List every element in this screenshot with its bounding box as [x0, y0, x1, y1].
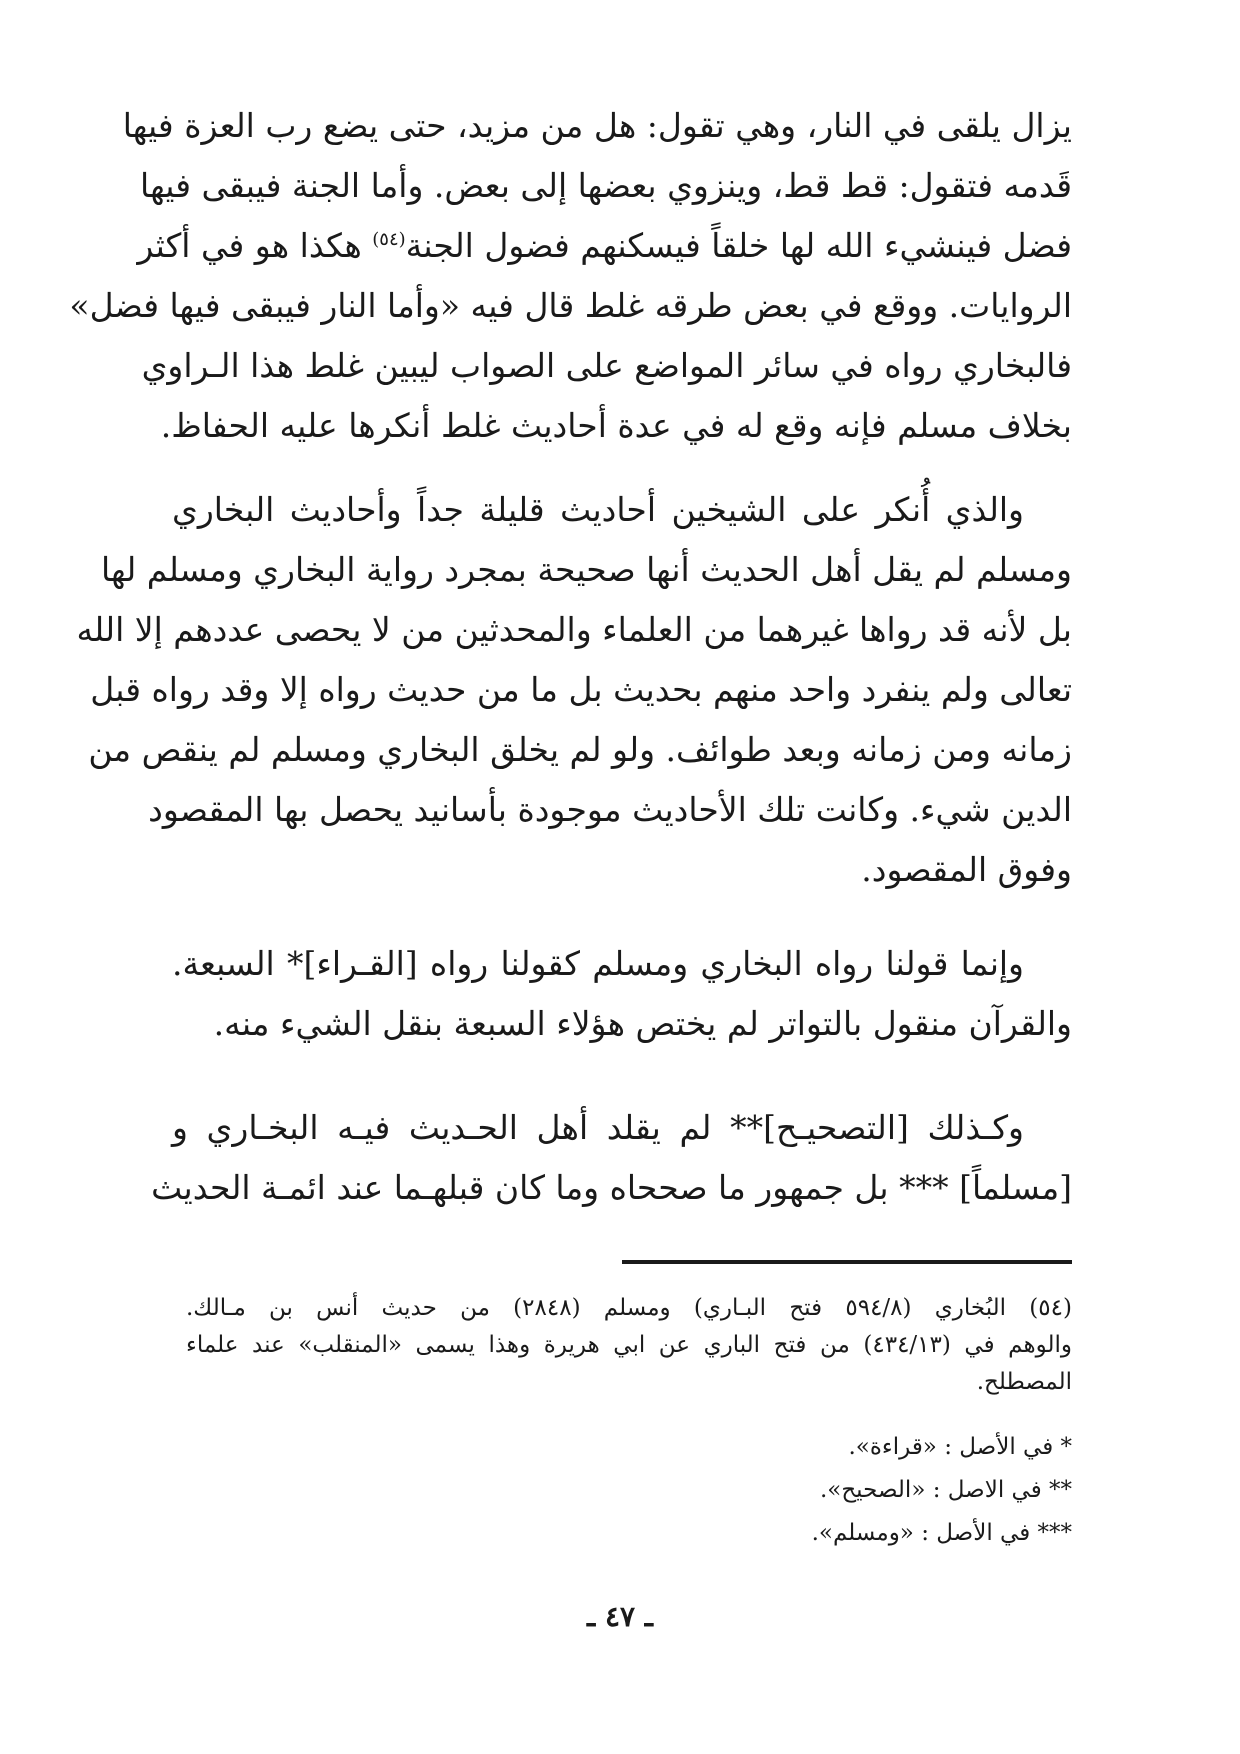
text-line: [مسلماً] *** بل جمهور ما صححاه وما كان قبلهـما عند ائمـة الحديث [151, 1168, 1072, 1207]
text-line: بل لأنه قد رواها غيرهما من العلماء والمحدثين من لا يحصى عددهم إلا الله [76, 610, 1072, 649]
page-number: ـ ٤٧ ـ [587, 1600, 653, 1633]
main-text-body [69, 96, 1072, 1218]
text-line-with-footnote-ref [137, 216, 1072, 276]
footnote-star-3: *** في الأصل : «ومسلم». [811, 1520, 1072, 1546]
text-line: والقرآن منقول بالتواتر لم يختص هؤلاء السبعة بنقل الشيء منه. [213, 1004, 1072, 1043]
footnote-line: والوهم في (٤٣٤/١٣) من فتح الباري عن ابي هريرة وهذا يسمى «المنقلب» عند علماء [186, 1332, 1072, 1358]
text-line: زمانه ومن زمانه وبعد طوائف. ولو لم يخلق البخاري ومسلم لم ينقص من [88, 730, 1072, 769]
footnote-star-1: * في الأصل : «قراءة». [848, 1434, 1072, 1460]
paragraph-4 [151, 1098, 1072, 1218]
footnote-line: (٥٤) البُخاري (٥٩٤/٨ فتح البـاري) ومسلم (٢٨٤٨) من حديث أنس بن مـالك. [186, 1295, 1072, 1321]
paragraph-2 [76, 480, 1072, 900]
text-line: وإنما قولنا رواه البخاري ومسلم كقولنا رواه [القـراء]* السبعة. [172, 944, 1024, 983]
text-line: والذي أُنكر على الشيخين أحاديث قليلة جداً وأحاديث البخاري [172, 490, 1024, 529]
footnotes-section [186, 1290, 1072, 1552]
footnote-divider [622, 1260, 1072, 1264]
paragraph-3 [172, 934, 1072, 1054]
text-line: يزال يلقى في النار، وهي تقول: هل من مزيد، حتى يضع رب العزة فيها [122, 106, 1072, 145]
footnote-reference-54: (٥٤) [372, 229, 406, 250]
footnote-star-2: ** في الاصل : «الصحيح». [819, 1477, 1072, 1503]
text-line: ومسلم لم يقل أهل الحديث أنها صحيحة بمجرد رواية البخاري ومسلم لها [100, 550, 1072, 589]
text-line: الروايات. ووقع في بعض طرقه غلط قال فيه «وأما النار فيبقى فيها فضل» [69, 286, 1072, 325]
text-line: وفوق المقصود. [861, 850, 1072, 889]
text-line: وكـذلك [التصحيـح]** لم يقلد أهل الحـديث فيـه البخـاري و [172, 1108, 1024, 1147]
footnote-line: المصطلح. [976, 1369, 1072, 1395]
footnote-54 [186, 1290, 1072, 1401]
text-line: تعالى ولم ينفرد واحد منهم بحديث بل ما من حديث رواه إلا وقد رواه قبل [90, 670, 1072, 709]
paragraph-1 [69, 96, 1072, 456]
text-line: الدين شيء. وكانت تلك الأحاديث موجودة بأسانيد يحصل بها المقصود [148, 790, 1072, 829]
text-line: قَدمه فتقول: قط قط، وينزوي بعضها إلى بعض. وأما الجنة فيبقى فيها [140, 166, 1072, 205]
text-fragment: هكذا هو في أكثر [137, 226, 373, 265]
text-line: فالبخاري رواه في سائر المواضع على الصواب ليبين غلط هذا الـراوي [141, 346, 1072, 385]
text-fragment: فضل فينشيء الله لها خلقاً فيسكنهم فضول الجنة [405, 226, 1072, 265]
text-line: بخلاف مسلم فإنه وقع له في عدة أحاديث غلط أنكرها عليه الحفاظ. [160, 406, 1072, 445]
